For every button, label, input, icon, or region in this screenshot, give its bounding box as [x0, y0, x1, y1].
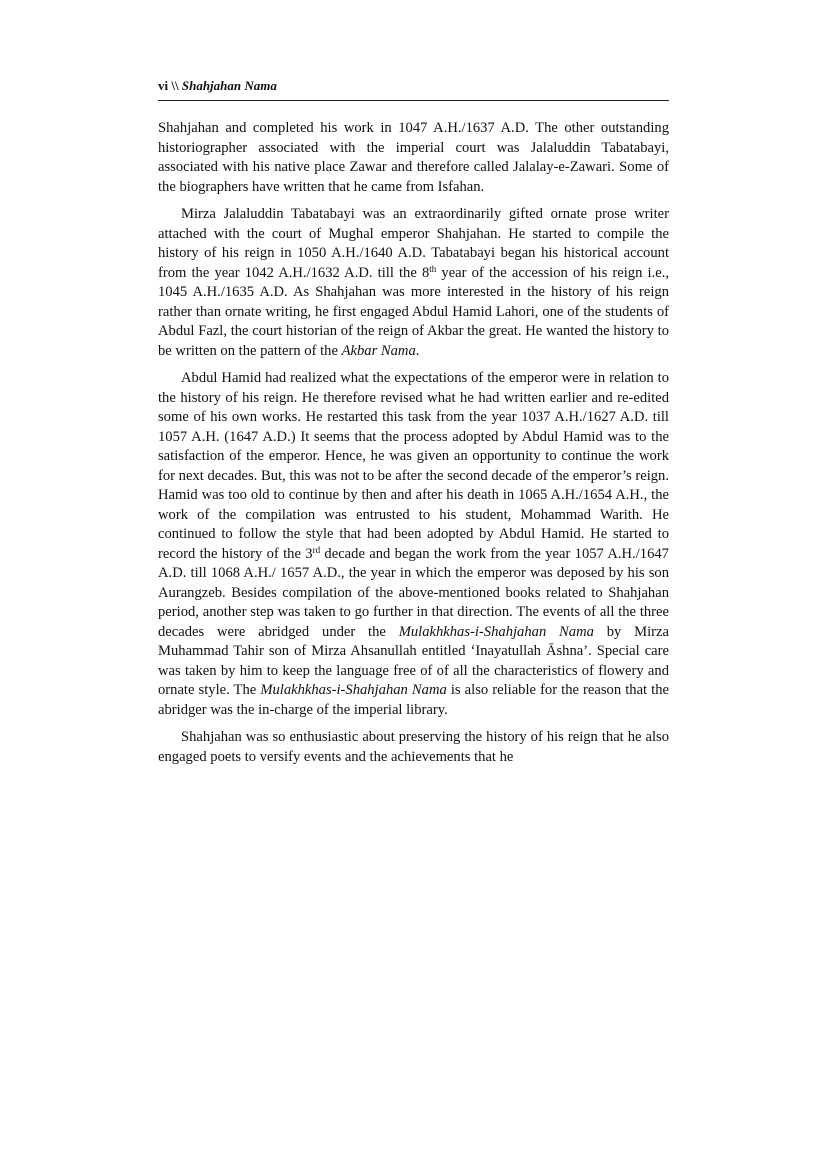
paragraph-text: Abdul Hamid had realized what the expectations of the emperor were in relation to the history of his reign. He therefore revised what he had written earlier and re-edited some of his own works. He restarted this task from the year 1037 A.H./1627 A.D. till 1057 A.H. (1647 A.D.) It seems that the process adopted by Abdul Hamid was to the satisfaction of the emperor. Hence, he was given an opportunity to continue the work for next decades. But, this was not to be after the second decade of the emperor’s reign. Hamid was too old to continue by then and after his death in 1065 A.H./1654 A.H., the work of the compilation was entrusted to his student, Mohammad Warith. He continued to follow the style that had been adopted by Abdul Hamid. He started to record the history of the 3	[158, 370, 669, 562]
paragraph	[158, 728, 669, 767]
paragraph	[158, 369, 669, 720]
paragraph-text: .	[415, 342, 420, 359]
italic-title: Mulakhkhas-i-Shahjahan Nama	[260, 682, 447, 698]
paragraph	[158, 119, 669, 197]
paragraph-text: Mirza Jalaluddin Tabatabayi was an extraordinarily gifted ornate prose writer attached with the court of Mughal emperor Shahjahan. He started to compile the history of his reign in 1050 A.H./1640 A.D. Tabatabayi began his historical account from the year 1042 A.H./1632 A.D. till the 8	[158, 206, 669, 281]
page-number: vi	[158, 78, 169, 93]
paragraph-text: Shahjahan and completed his work in 1047 A.H./1637 A.D. The other outstanding historiographer associated with the imperial court was Jalaluddin Tabatabayi, associated with his native place Zawar and therefore called Jalalay-e-Zawari. Some of the biographers have written that he came from Isfahan.	[158, 120, 669, 195]
ordinal-suffix: rd	[312, 544, 321, 555]
italic-title: Mulakhkhas-i-Shahjahan Nama	[398, 623, 594, 640]
ordinal-suffix: th	[429, 263, 437, 274]
paragraph-text: decade and began the work from the year 1057 A.H./1647 A.D. till 1068 A.H./ 1657 A.D., the year in which the emperor was deposed by his son Aurangzeb. Besides compilation of the above-mentioned books related to Shahjahan period, another step was taken to go further in that direction. The events of all the three decades were abridged under the	[158, 545, 669, 640]
header-separator: \\	[171, 78, 179, 93]
paragraph-text: Shahjahan was so enthusiastic about preserving the history of his reign that he also engaged poets to versify events and the achievements that he	[158, 729, 669, 765]
book-title: Shahjahan Nama	[181, 78, 277, 93]
paragraph-text: year of the accession of his reign i.e., 1045 A.H./1635 A.D. As Shahjahan was more interested in the history of his reign rather than ornate writing, he first engaged Abdul Hamid Lahori, one of the students of Abdul Fazl, the court historian of the reign of Akbar the great. He wanted the history to be written on the pattern of the	[158, 264, 669, 359]
paragraph	[158, 205, 669, 361]
running-header	[158, 78, 669, 101]
paragraph-text: is also reliable for the reason that the abridger was the in-charge of the imperial library.	[158, 682, 669, 718]
body-text	[158, 119, 669, 775]
paragraph-text: by Mirza Muhammad Tahir son of Mirza Ahsanullah entitled ‘Inayatullah Āshna’. Special care was taken by him to keep the language free of of all the characteristics of flowery and ornate style. The	[158, 623, 669, 698]
italic-title: Akbar Nama	[341, 342, 416, 359]
